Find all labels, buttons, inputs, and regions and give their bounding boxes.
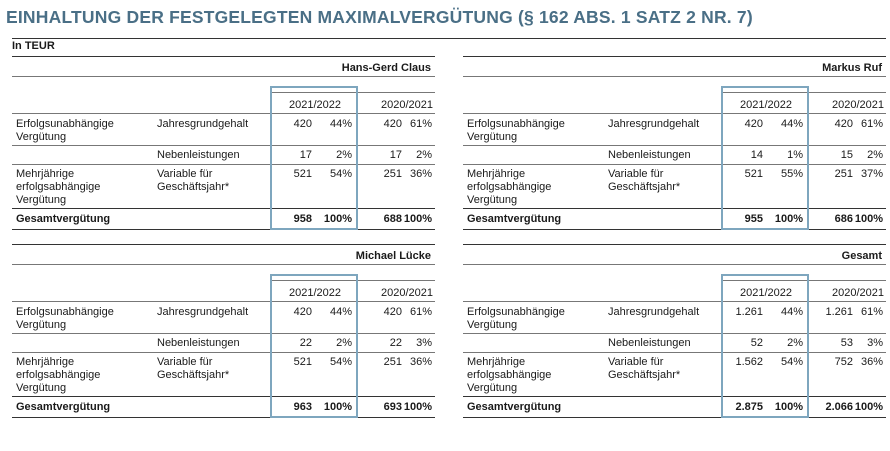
- period-current: 2021/2022: [289, 287, 341, 299]
- prior-value: 1.261: [825, 306, 853, 318]
- panel-person-name: Gesamt: [841, 250, 882, 262]
- panel-hans-gerd-claus: [12, 56, 435, 238]
- row-category: Erfolgsunabhängige Vergütung: [16, 118, 114, 143]
- total-label: Gesamtvergütung: [16, 401, 111, 413]
- prior-percent: 61%: [860, 306, 883, 318]
- panel-top-rule: [463, 244, 886, 245]
- current-value: 420: [744, 118, 763, 130]
- total-current-percent: 100%: [323, 401, 352, 413]
- panel-gesamt: [463, 244, 886, 426]
- total-prior-percent: 100%: [854, 213, 883, 225]
- current-value: 1.261: [735, 306, 763, 318]
- header-rule: [12, 113, 435, 114]
- row-rule: [12, 333, 435, 334]
- panel-person-name: Hans-Gerd Claus: [341, 62, 431, 74]
- panel-top-rule: [463, 56, 886, 57]
- row-rule: [12, 145, 435, 146]
- row-rule: [12, 164, 435, 165]
- prior-value: 251: [834, 168, 853, 180]
- name-rule: [12, 264, 435, 265]
- prior-value: 752: [834, 356, 853, 368]
- row-item: Nebenleistungen: [608, 149, 691, 161]
- prior-percent: 2%: [416, 149, 432, 161]
- current-value: 521: [744, 168, 763, 180]
- current-percent: 54%: [329, 168, 352, 180]
- total-top-rule: [463, 208, 886, 209]
- prior-value: 17: [389, 149, 402, 161]
- current-value: 420: [293, 306, 312, 318]
- current-value: 521: [293, 168, 312, 180]
- period-prior: 2020/2021: [832, 287, 884, 299]
- current-value: 17: [299, 149, 312, 161]
- row-rule: [12, 352, 435, 353]
- row-category: Erfolgsunabhängige Vergütung: [467, 118, 565, 143]
- row-category: Mehrjährige erfolgsabhängige Vergütung: [16, 168, 101, 206]
- current-percent: 2%: [787, 337, 803, 349]
- prior-percent: 36%: [409, 168, 432, 180]
- panel-top-rule: [12, 56, 435, 57]
- current-percent: 2%: [336, 149, 352, 161]
- row-item: Nebenleistungen: [608, 337, 691, 349]
- current-percent: 44%: [329, 306, 352, 318]
- prior-value: 15: [840, 149, 853, 161]
- prior-value: 420: [383, 118, 402, 130]
- total-bottom-rule: [12, 229, 435, 230]
- header-rule: [12, 301, 435, 302]
- prior-percent: 37%: [860, 168, 883, 180]
- prior-percent: 3%: [867, 337, 883, 349]
- panel-person-name: Markus Ruf: [822, 62, 882, 74]
- total-label: Gesamtvergütung: [467, 213, 562, 225]
- prior-value: 251: [383, 168, 402, 180]
- header-rule: [463, 301, 886, 302]
- current-value: 420: [293, 118, 312, 130]
- current-percent: 54%: [329, 356, 352, 368]
- prior-percent: 61%: [409, 118, 432, 130]
- unit-label: In TEUR: [12, 40, 55, 52]
- row-category: Mehrjährige erfolgsabhängige Vergütung: [467, 168, 552, 206]
- current-value: 52: [750, 337, 763, 349]
- row-rule: [463, 352, 886, 353]
- total-top-rule: [463, 396, 886, 397]
- prior-value: 251: [383, 356, 402, 368]
- row-item: Variable für Geschäftsjahr*: [608, 356, 681, 381]
- current-value: 1.562: [735, 356, 763, 368]
- prior-value: 22: [389, 337, 402, 349]
- row-category: Mehrjährige erfolgsabhängige Vergütung: [16, 356, 101, 394]
- row-item: Jahresgrundgehalt: [608, 306, 700, 318]
- total-label: Gesamtvergütung: [467, 401, 562, 413]
- total-label: Gesamtvergütung: [16, 213, 111, 225]
- current-percent: 44%: [780, 118, 803, 130]
- row-category: Mehrjährige erfolgsabhängige Vergütung: [467, 356, 552, 394]
- row-item: Jahresgrundgehalt: [157, 118, 249, 130]
- current-value: 14: [750, 149, 763, 161]
- total-current-value: 955: [744, 213, 763, 225]
- total-prior-percent: 100%: [403, 213, 432, 225]
- top-divider: [12, 38, 886, 39]
- row-category: Erfolgsunabhängige Vergütung: [467, 306, 565, 331]
- total-current-percent: 100%: [323, 213, 352, 225]
- prior-percent: 61%: [860, 118, 883, 130]
- total-bottom-rule: [12, 417, 435, 418]
- current-percent: 54%: [780, 356, 803, 368]
- prior-percent: 2%: [867, 149, 883, 161]
- total-current-value: 958: [293, 213, 312, 225]
- page-title: EINHALTUNG DER FESTGELEGTEN MAXIMALVERGÜTUNG (§ 162 ABS. 1 SATZ 2 NR. 7): [6, 7, 753, 27]
- row-item: Jahresgrundgehalt: [608, 118, 700, 130]
- total-current-value: 2.875: [735, 401, 763, 413]
- prior-percent: 36%: [860, 356, 883, 368]
- name-rule: [12, 76, 435, 77]
- row-item: Variable für Geschäftsjahr*: [157, 356, 230, 381]
- total-prior-value: 688: [383, 213, 402, 225]
- current-percent: 44%: [780, 306, 803, 318]
- total-bottom-rule: [463, 417, 886, 418]
- panel-michael-luecke: [12, 244, 435, 426]
- current-percent: 2%: [336, 337, 352, 349]
- row-item: Variable für Geschäftsjahr*: [157, 168, 230, 193]
- prior-value: 420: [834, 118, 853, 130]
- current-percent: 44%: [329, 118, 352, 130]
- row-item: Nebenleistungen: [157, 337, 240, 349]
- row-item: Nebenleistungen: [157, 149, 240, 161]
- panel-markus-ruf: [463, 56, 886, 238]
- name-rule: [463, 264, 886, 265]
- total-prior-percent: 100%: [854, 401, 883, 413]
- row-item: Jahresgrundgehalt: [157, 306, 249, 318]
- prior-percent: 36%: [409, 356, 432, 368]
- total-top-rule: [12, 208, 435, 209]
- prior-value: 53: [840, 337, 853, 349]
- total-prior-value: 2.066: [825, 401, 853, 413]
- panel-top-rule: [12, 244, 435, 245]
- row-rule: [463, 164, 886, 165]
- period-current: 2021/2022: [740, 287, 792, 299]
- row-rule: [463, 145, 886, 146]
- row-item: Variable für Geschäftsjahr*: [608, 168, 681, 193]
- total-bottom-rule: [463, 229, 886, 230]
- period-current: 2021/2022: [740, 99, 792, 111]
- total-top-rule: [12, 396, 435, 397]
- total-prior-value: 686: [834, 213, 853, 225]
- prior-value: 420: [383, 306, 402, 318]
- current-percent: 55%: [780, 168, 803, 180]
- row-category: Erfolgsunabhängige Vergütung: [16, 306, 114, 331]
- total-current-percent: 100%: [774, 401, 803, 413]
- prior-percent: 61%: [409, 306, 432, 318]
- panel-person-name: Michael Lücke: [355, 250, 431, 262]
- total-prior-percent: 100%: [403, 401, 432, 413]
- period-prior: 2020/2021: [381, 287, 433, 299]
- header-rule: [463, 113, 886, 114]
- total-prior-value: 693: [383, 401, 402, 413]
- period-current: 2021/2022: [289, 99, 341, 111]
- prior-percent: 3%: [416, 337, 432, 349]
- total-current-value: 963: [293, 401, 312, 413]
- current-value: 22: [299, 337, 312, 349]
- name-rule: [463, 76, 886, 77]
- current-value: 521: [293, 356, 312, 368]
- period-prior: 2020/2021: [832, 99, 884, 111]
- row-rule: [463, 333, 886, 334]
- current-percent: 1%: [787, 149, 803, 161]
- period-prior: 2020/2021: [381, 99, 433, 111]
- total-current-percent: 100%: [774, 213, 803, 225]
